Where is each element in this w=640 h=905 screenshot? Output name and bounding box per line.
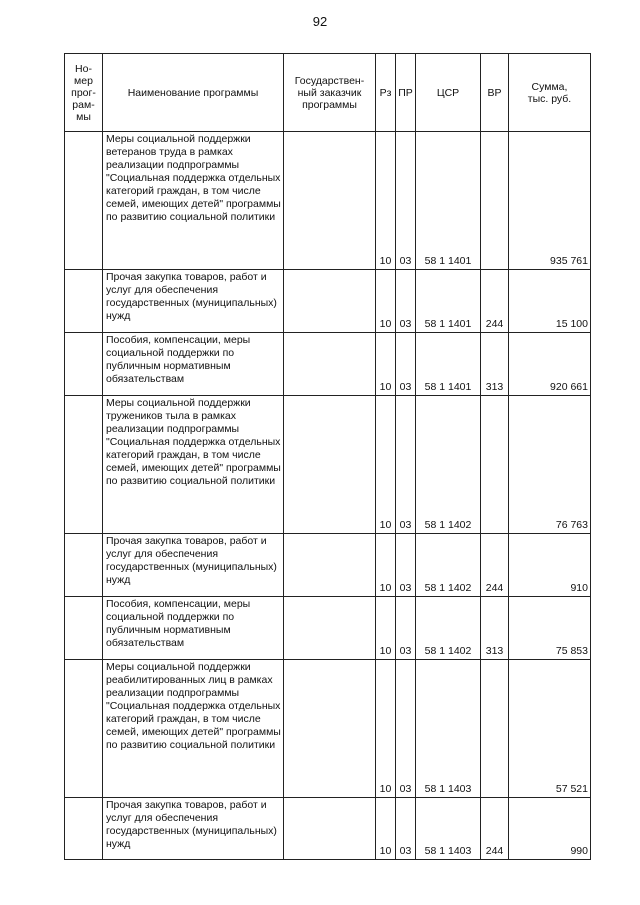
cell-vr: 244 [481,534,509,597]
cell-vr: 313 [481,333,509,396]
cell-sum: 75 853 [509,597,591,660]
budget-table [64,53,591,860]
cell-rz: 10 [376,396,396,534]
cell-num [65,660,103,798]
cell-rz: 10 [376,798,396,860]
cell-vr: 244 [481,798,509,860]
cell-customer [284,534,376,597]
cell-csr: 58 1 1401 [416,132,481,270]
header-sum: Сумма, тыс. руб. [509,54,591,132]
cell-csr: 58 1 1402 [416,597,481,660]
cell-rz: 10 [376,333,396,396]
cell-customer [284,396,376,534]
cell-pr: 03 [396,534,416,597]
cell-customer [284,798,376,860]
cell-vr [481,132,509,270]
cell-rz: 10 [376,132,396,270]
cell-sum: 57 521 [509,660,591,798]
cell-sum: 990 [509,798,591,860]
cell-pr: 03 [396,396,416,534]
cell-csr: 58 1 1403 [416,798,481,860]
header-pr: ПР [396,54,416,132]
cell-num [65,270,103,333]
table-row [65,396,591,534]
cell-sum: 910 [509,534,591,597]
cell-num [65,333,103,396]
page-number: 92 [312,14,328,29]
cell-rz: 10 [376,660,396,798]
cell-vr: 244 [481,270,509,333]
header-customer: Государствен- ный заказчик программы [284,54,376,132]
header-vr: ВР [481,54,509,132]
cell-name: Прочая закупка товаров, работ и услуг для обеспечения государственных (муниципальных) нужд [103,534,284,597]
cell-customer [284,333,376,396]
cell-name: Меры социальной поддержки ветеранов труда в рамках реализации подпрограммы "Социальная поддержка отдельных категорий граждан, в том числе семей, имеющих детей" программы по развитию социальной политики [103,132,284,270]
table-row [65,333,591,396]
cell-csr: 58 1 1403 [416,660,481,798]
header-row [65,54,591,132]
cell-name: Пособия, компенсации, меры социальной поддержки по публичным нормативным обязательствам [103,333,284,396]
table-row [65,597,591,660]
cell-pr: 03 [396,132,416,270]
cell-pr: 03 [396,333,416,396]
cell-sum: 76 763 [509,396,591,534]
cell-csr: 58 1 1401 [416,333,481,396]
cell-name: Прочая закупка товаров, работ и услуг для обеспечения государственных (муниципальных) нужд [103,270,284,333]
header-rz: Рз [376,54,396,132]
cell-pr: 03 [396,597,416,660]
cell-name: Прочая закупка товаров, работ и услуг для обеспечения государственных (муниципальных) нужд [103,798,284,860]
cell-customer [284,132,376,270]
cell-sum: 920 661 [509,333,591,396]
cell-num [65,597,103,660]
table-row [65,660,591,798]
table-row [65,132,591,270]
cell-pr: 03 [396,270,416,333]
cell-vr [481,660,509,798]
cell-csr: 58 1 1402 [416,396,481,534]
cell-customer [284,597,376,660]
cell-vr: 313 [481,597,509,660]
cell-customer [284,270,376,333]
cell-pr: 03 [396,798,416,860]
cell-num [65,396,103,534]
table-row [65,534,591,597]
cell-sum: 935 761 [509,132,591,270]
header-program-name: Наименование программы [103,54,284,132]
cell-num [65,534,103,597]
cell-rz: 10 [376,597,396,660]
cell-num [65,132,103,270]
cell-pr: 03 [396,660,416,798]
header-program-number: Но- мер прог- рам- мы [65,54,103,132]
cell-sum: 15 100 [509,270,591,333]
cell-name: Пособия, компенсации, меры социальной поддержки по публичным нормативным обязательствам [103,597,284,660]
header-csr: ЦСР [416,54,481,132]
cell-customer [284,660,376,798]
table-row [65,270,591,333]
table-row [65,798,591,860]
cell-rz: 10 [376,270,396,333]
cell-name: Меры социальной поддержки тружеников тыла в рамках реализации подпрограммы "Социальная поддержка отдельных категорий граждан, в том числе семей, имеющих детей" программы по развитию социальной политики [103,396,284,534]
cell-rz: 10 [376,534,396,597]
cell-vr [481,396,509,534]
cell-name: Меры социальной поддержки реабилитированных лиц в рамках реализации подпрограммы "Социальная поддержка отдельных категорий граждан, в том числе семей, имеющих детей" программы по развитию социальной политики [103,660,284,798]
cell-csr: 58 1 1402 [416,534,481,597]
cell-num [65,798,103,860]
cell-csr: 58 1 1401 [416,270,481,333]
